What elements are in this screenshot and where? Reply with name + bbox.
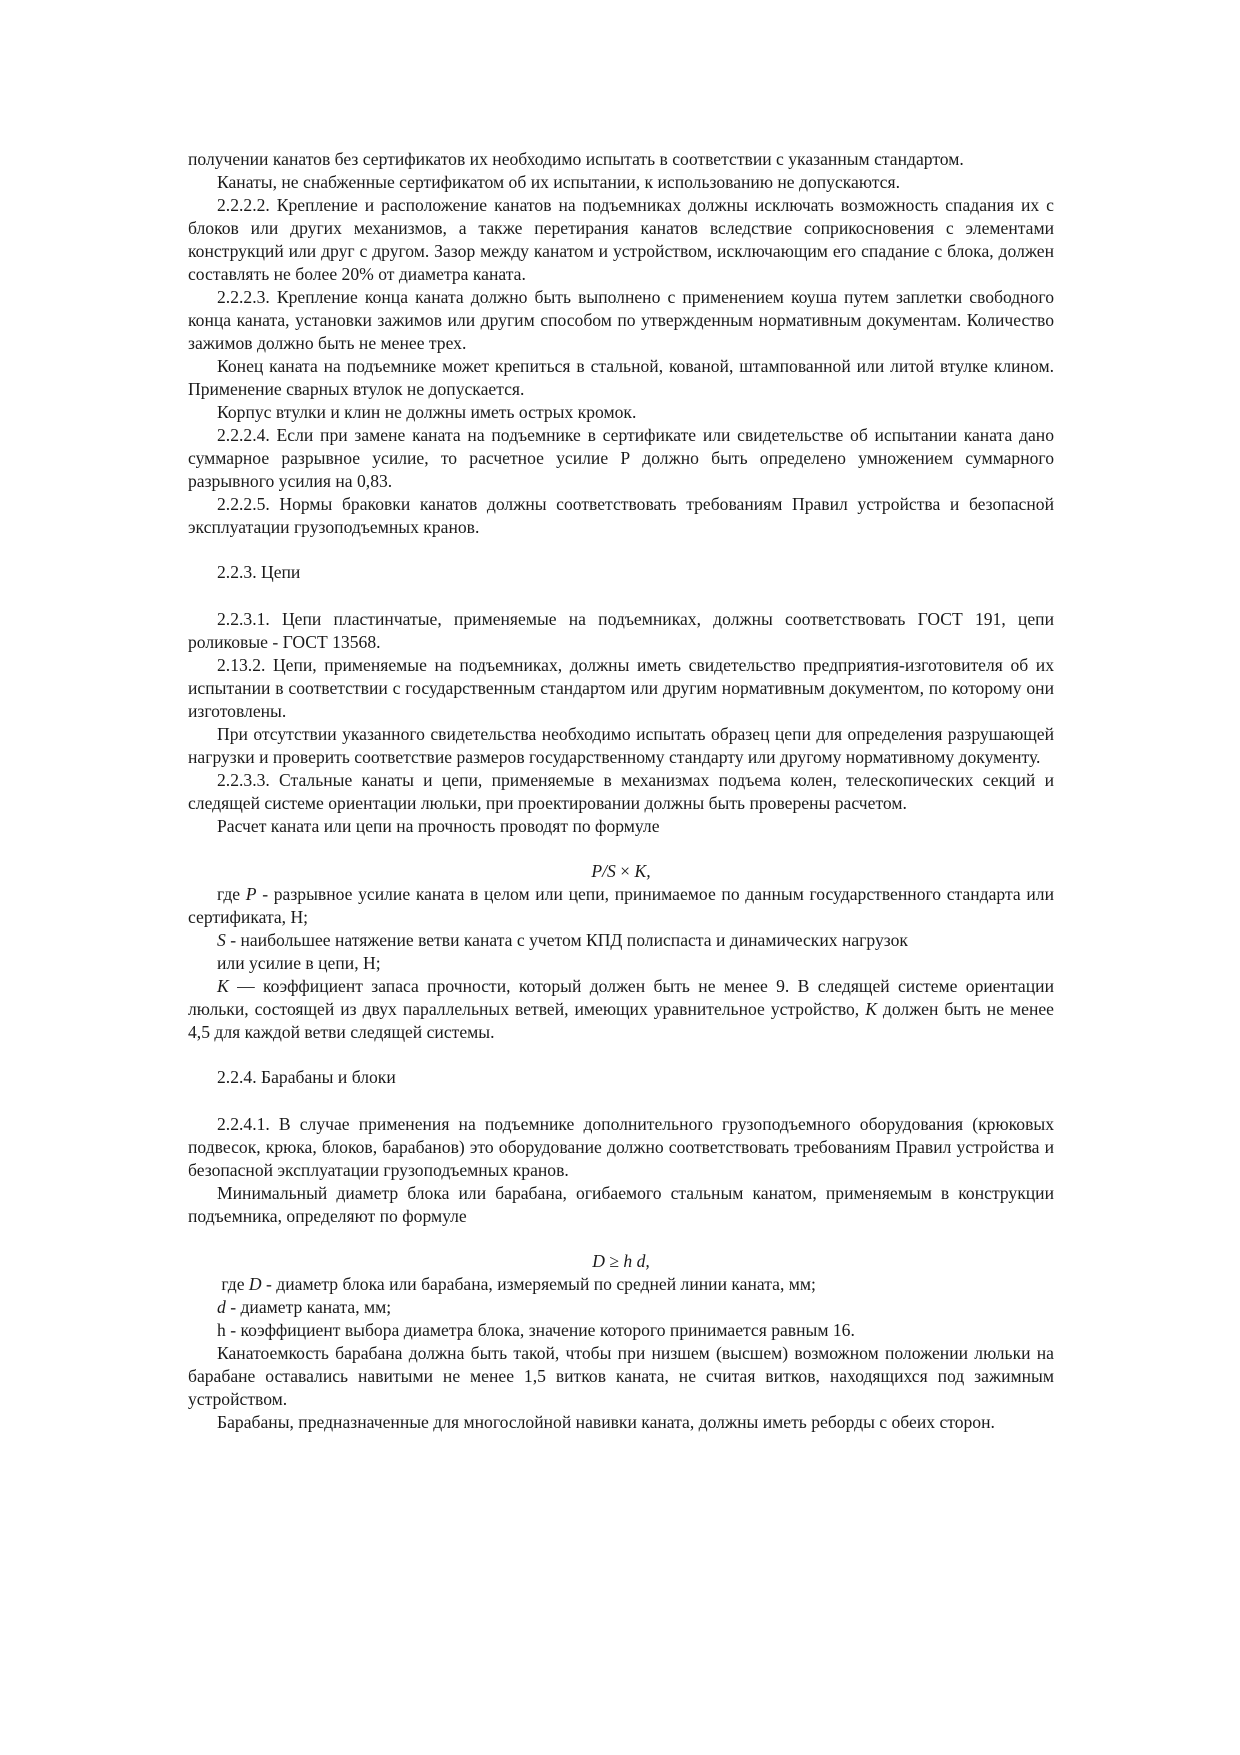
paragraph: 2.2.3.1. Цепи пластинчатые, применяемые на подъемниках, должны соответствовать ГОСТ 191, цепи роликовые - ГОСТ 13568.: [188, 609, 1054, 652]
paragraph: Расчет каната или цепи на прочность проводят по формуле: [217, 816, 660, 836]
formula-right: K,: [634, 861, 651, 881]
paragraph: Корпус втулки и клин не должны иметь острых кромок.: [217, 402, 637, 422]
text: где: [217, 884, 246, 904]
paragraph: 2.2.2.4. Если при замене каната на подъемнике в сертификате или свидетельстве об испытании каната дано суммарное разрывное усилие, то расчетное усилие Р должно быть определено умножением суммарного разрывного усилия на 0,83.: [188, 425, 1054, 491]
paragraph-continuation: или усилие в цепи, Н;: [217, 953, 381, 973]
paragraph-definition-d-upper: [188, 1273, 1054, 1296]
variable: d: [217, 1297, 226, 1317]
paragraph: Конец каната на подъемнике может крепиться в стальной, кованой, штампованной или литой втулке клином. Применение сварных втулок не допускается.: [188, 356, 1054, 399]
paragraph: 2.2.2.2. Крепление и расположение канатов на подъемниках должны исключать возможность спадания их с блоков или других механизмов, а также перетирания канатов вследствие соприкосновения с элементами конструкций или друг с другом. Зазор между канатом и устройством, исключающим его спадание с блока, должен составлять не более 20% от диаметра каната.: [188, 195, 1054, 284]
variable: K: [865, 999, 877, 1019]
paragraph: 2.13.2. Цепи, применяемые на подъемниках, должны иметь свидетельство предприятия-изготовителя об их испытании в соответствии с государственным стандартом или другим нормативным документом, по которому они изготовлены.: [188, 655, 1054, 721]
paragraph: 2.2.2.3. Крепление конца каната должно быть выполнено с применением коуша путем заплетки свободного конца каната, установки зажимов или другим способом по утвержденным нормативным документам. Количество зажимов должно быть не менее трех.: [188, 287, 1054, 353]
paragraph-definition-k: [188, 975, 1054, 1044]
paragraph: 2.2.4.1. В случае применения на подъемнике дополнительного грузоподъемного оборудования (крюковых подвесок, крюка, блоков, барабанов) это оборудование должно соответствовать требованиям Правил устройства и безопасной эксплуатации грузоподъемных кранов.: [188, 1114, 1054, 1180]
paragraph: получении канатов без сертификатов их необходимо испытать в соответствии с указанным стандартом.: [188, 149, 964, 169]
formula-left: P/S: [591, 861, 616, 881]
section-heading-drums: 2.2.4. Барабаны и блоки: [217, 1067, 396, 1087]
formula-operator: ×: [620, 861, 631, 881]
text: где: [217, 1274, 249, 1294]
text: - разрывное усилие каната в целом или цепи, принимаемое по данным государственного стандарта или сертификата, Н;: [188, 884, 1054, 927]
text: — коэффициент запаса прочности, который должен быть не менее 9. В следящей системе ориентации люльки, состоящей из двух параллельных ветвей, имеющих уравнительное устройство,: [188, 976, 1054, 1019]
formula-diameter: [188, 1250, 1054, 1273]
formula-right: h d,: [623, 1251, 650, 1271]
paragraph: 2.2.2.5. Нормы браковки канатов должны соответствовать требованиям Правил устройства и безопасной эксплуатации грузоподъемных кранов.: [188, 494, 1054, 537]
paragraph: Минимальный диаметр блока или барабана, огибаемого стальным канатом, применяемым в конструкции подъемника, определяют по формуле: [188, 1183, 1054, 1226]
text: - диаметр блока или барабана, измеряемый по средней линии каната, мм;: [261, 1274, 816, 1294]
formula-strength: [188, 860, 1054, 883]
variable: D: [248, 1274, 262, 1294]
formula-left: D: [592, 1251, 605, 1271]
paragraph-definition-p: [188, 883, 1054, 929]
variable: P: [245, 884, 257, 904]
paragraph-definition-d-lower: [188, 1296, 1054, 1319]
paragraph: Барабаны, предназначенные для многослойной навивки каната, должны иметь реборды с обеих сторон.: [217, 1412, 995, 1432]
text: - наибольшее натяжение ветви каната с учетом КПД полиспаста и динамических нагрузок: [225, 930, 908, 950]
paragraph: Канаты, не снабженные сертификатом об их испытании, к использованию не допускаются.: [217, 172, 900, 192]
text: должен быть не менее 4,5 для каждой ветви следящей системы.: [188, 999, 1054, 1042]
formula-operator: ≥: [609, 1251, 619, 1271]
paragraph: 2.2.3.3. Стальные канаты и цепи, применяемые в механизмах подъема колен, телескопических секций и следящей системе ориентации люльки, при проектировании должны быть проверены расчетом.: [188, 770, 1054, 813]
document-page: [188, 148, 1054, 1434]
variable: K: [217, 976, 229, 996]
paragraph-definition-h: h - коэффициент выбора диаметра блока, значение которого принимается равным 16.: [217, 1320, 855, 1340]
paragraph: При отсутствии указанного свидетельства необходимо испытать образец цепи для определения разрушающей нагрузки и проверить соответствие размеров государственному стандарту или другому нормативному документу.: [188, 724, 1054, 767]
paragraph-definition-s: [188, 929, 1054, 952]
section-heading-chains: 2.2.3. Цепи: [217, 562, 301, 582]
paragraph: Канатоемкость барабана должна быть такой, чтобы при низшем (высшем) возможном положении люльки на барабане оставались навитыми не менее 1,5 витков каната, не считая витков, находящихся под зажимным устройством.: [188, 1343, 1054, 1409]
text: - диаметр каната, мм;: [225, 1297, 392, 1317]
variable: S: [217, 930, 226, 950]
